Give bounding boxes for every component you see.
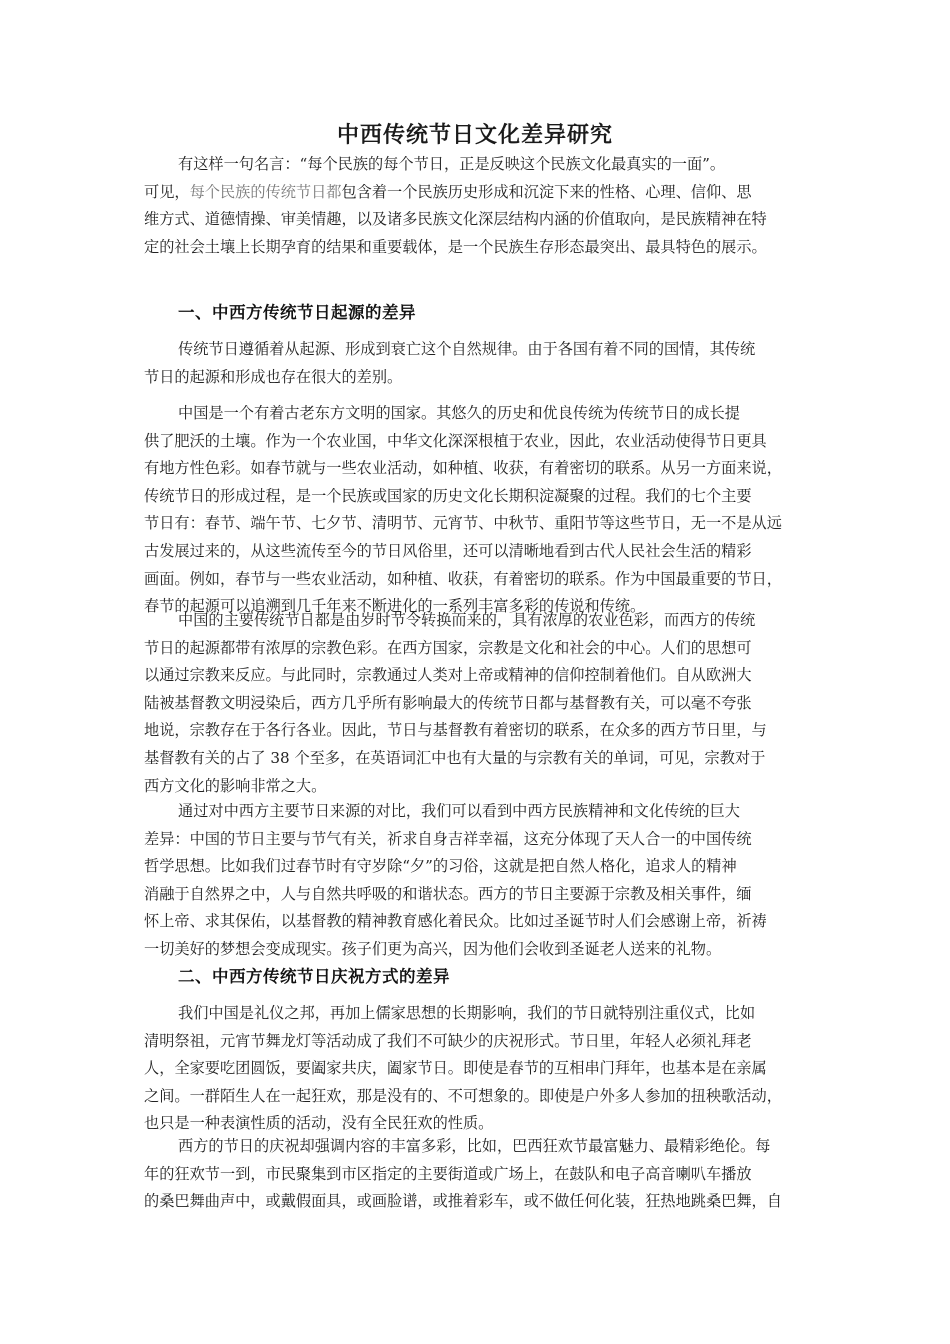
paragraph	[144, 336, 824, 391]
text-line: 差异：中国的节日主要与节气有关，祈求自身吉祥幸福，这充分体现了天人合一的中国传统	[144, 829, 752, 848]
text-line: 古发展过来的，从这些流传至今的节日风俗里，还可以清晰地看到古代人民社会生活的精彩	[144, 541, 752, 560]
text-line: 西方文化的影响非常之大。	[144, 776, 327, 795]
text-line: 哲学思想。比如我们过春节时有守岁除“夕”的习俗，这就是把自然人格化，追求人的精神	[144, 857, 737, 876]
text-line: 供了肥沃的土壤。作为一个农业国，中华文化深深根植于农业，因此，农业活动使得节日更具	[144, 431, 767, 450]
paragraph	[144, 607, 824, 800]
text-line: 维方式、道德情操、审美情趣，以及诸多民族文化深层结构内涵的价值取向，是民族精神在特	[144, 210, 767, 229]
text-line: 有地方性色彩。如春节就与一些农业活动，如种植、收获，有着密切的联系。从另一方面来说，	[144, 459, 782, 478]
text-line: 节日的起源和形成也存在很大的差别。	[144, 367, 403, 386]
text-line: 以通过宗教来反应。与此同时，宗教通过人类对上帝或精神的信仰控制着他们。自从欧洲大	[144, 666, 752, 685]
text-line: 人，全家要吃团圆饭，要阖家共庆，阖家节日。即使是春节的互相串门拜年，也基本是在亲属	[144, 1059, 767, 1078]
text-line: 画面。例如，春节与一些农业活动，如种植、收获，有着密切的联系。作为中国最重要的节日，	[144, 569, 782, 588]
text-line: 西方的节日的庆祝却强调内容的丰富多彩，比如，巴西狂欢节最富魅力、最精彩绝伦。每	[178, 1137, 771, 1155]
text-line: 之间。一群陌生人在一起狂欢，那是没有的、不可想象的。即使是户外多人参加的扭秧歌活动，	[144, 1086, 782, 1105]
text-line: 通过对中西方主要节日来源的对比，我们可以看到中西方民族精神和文化传统的巨大	[178, 802, 740, 820]
text-line: 地说，宗教存在于各行各业。因此，节日与基督教有着密切的联系，在众多的西方节日里，与	[144, 721, 767, 740]
intro-paragraph	[144, 151, 824, 261]
section-heading: 一、中西方传统节日起源的差异	[178, 303, 416, 322]
text-line: 年的狂欢节一到，市民聚集到市区指定的主要街道或广场上，在鼓队和电子高音喇叭车播放	[144, 1164, 752, 1183]
text-line: 传统节日的形成过程，是一个民族或国家的历史文化长期积淀凝聚的过程。我们的七个主要	[144, 486, 752, 505]
text-line: 节日有：春节、端午节、七夕节、清明节、元宵节、中秋节、重阳节等这些节日，无一不是从远	[144, 514, 782, 533]
text-line: 怀上帝、求其保佑，以基督教的精神教育感化着民众。比如过圣诞节时人们会感谢上帝，祈祷	[144, 912, 767, 931]
paragraph	[144, 798, 824, 964]
text-line: 也只是一种表演性质的活动，没有全民狂欢的性质。	[144, 1114, 494, 1133]
text-line: 中国的主要传统节日都是由岁时节令转换而来的，具有浓厚的农业色彩，而西方的传统	[178, 611, 756, 629]
text-line: 定的社会土壤上长期孕育的结果和重要载体，是一个民族生存形态最突出、最具特色的展示。	[144, 237, 767, 256]
text-line: 有这样一句名言：“每个民族的每个节日，正是反映这个民族文化最真实的一面”。	[178, 155, 726, 173]
text-line: 春节的起源可以追溯到几千年来不断进化的一系列丰富多彩的传说和传统。	[144, 597, 646, 616]
text-line: 消融于自然界之中，人与自然共呼吸的和谐状态。西方的节日主要源于宗教及相关事件，缅	[144, 884, 752, 903]
text-line: 的桑巴舞曲声中，或戴假面具，或画脸谱，或推着彩车，或不做任何化装，狂热地跳桑巴舞，自	[144, 1192, 782, 1211]
text-line: 传统节日遵循着从起源、形成到衰亡这个自然规律。由于各国有着不同的国情，其传统	[178, 340, 756, 358]
text-line: 节日的起源都带有浓厚的宗教色彩。在西方国家，宗教是文化和社会的中心。人们的思想可	[144, 638, 752, 657]
text-line: 清明祭祖，元宵节舞龙灯等活动成了我们不可缺少的庆祝形式。节日里，年轻人必须礼拜老	[144, 1031, 752, 1050]
text-line: 陆被基督教文明浸染后，西方几乎所有影响最大的传统节日都与基督教有关，可以毫不夸张	[144, 693, 752, 712]
text-fragment: 包含着一个民族历史形成和沉淀下来的性格、心理、信仰、思	[341, 182, 752, 201]
text-line: 一切美好的梦想会变成现实。孩子们更为高兴，因为他们会收到圣诞老人送来的礼物。	[144, 939, 722, 958]
document-title: 中西传统节日文化差异研究	[336, 122, 613, 148]
section-heading: 二、中西方传统节日庆祝方式的差异	[178, 967, 450, 986]
paragraph	[144, 400, 824, 621]
text-fragment: 可见，	[144, 182, 190, 201]
text-line: 中国是一个有着古老东方文明的国家。其悠久的历史和优良传统为传统节日的成长提	[178, 404, 740, 422]
paragraph	[144, 1133, 824, 1216]
text-line: 我们中国是礼仪之邦，再加上儒家思想的长期影响，我们的节日就特别注重仪式，比如	[178, 1004, 756, 1022]
text-line	[144, 179, 824, 207]
highlighted-text: 每个民族的传统节日都	[189, 182, 342, 201]
paragraph	[144, 1000, 824, 1138]
text-line: 基督教有关的占了 38 个至多，在英语词汇中也有大量的与宗教有关的单词，可见，宗教对于	[144, 748, 766, 767]
